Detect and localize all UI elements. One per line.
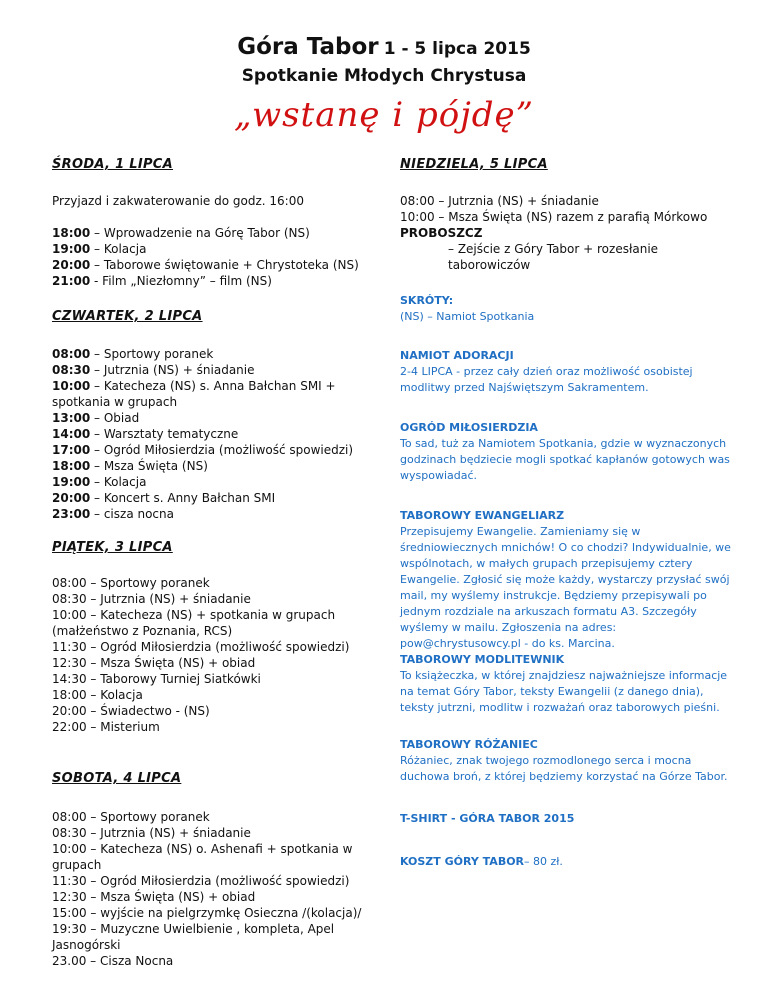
info-title: T-SHIRT - GÓRA TABOR 2015 [400, 812, 575, 825]
info-body: To sad, tuż za Namiotem Spotkania, gdzie w wyznaczonych godzinach będziecie mogli spotkać kapłanów gotowych was wyspowiadać. [400, 437, 730, 482]
schedule-item: 19:00 – Kolacja [52, 242, 147, 256]
schedule-item: 08:00 – Jutrznia (NS) + śniadanie [400, 194, 599, 208]
schedule-item: 14:30 – Taborowy Turniej Siatkówki [52, 672, 261, 686]
info-ewangeliarz [400, 508, 740, 652]
schedule-item: 20:00 – Koncert s. Anny Bałchan SMI [52, 491, 276, 505]
sroda-schedule [52, 225, 372, 289]
schedule-item: 11:30 – Ogród Miłosierdzia (możliwość spowiedzi) [52, 640, 350, 654]
info-modlitewnik [400, 652, 740, 716]
schedule-item: 12:30 – Msza Święta (NS) + obiad [52, 656, 256, 670]
info-title: OGRÓD MIŁOSIERDZIA [400, 421, 538, 434]
schedule-item: 11:30 – Ogród Miłosierdzia (możliwość spowiedzi) [52, 874, 350, 888]
info-koszt [400, 854, 740, 870]
schedule-item: 22:00 – Misterium [52, 720, 160, 734]
right-column [400, 0, 740, 994]
piatek-schedule [52, 575, 372, 735]
schedule-item: 08:30 – Jutrznia (NS) + śniadanie [52, 592, 251, 606]
info-title: NAMIOT ADORACJI [400, 349, 514, 362]
info-title: TABOROWY MODLITEWNIK [400, 653, 565, 666]
info-ogrod [400, 420, 740, 484]
schedule-item: 13:00 – Obiad [52, 411, 140, 425]
schedule-item: 08:30 – Jutrznia (NS) + śniadanie [52, 826, 251, 840]
motto: „wstanę i pójdę” [233, 95, 535, 135]
schedule-item: 18:00 – Wprowadzenie na Górę Tabor (NS) [52, 226, 310, 240]
info-title: SKRÓTY: [400, 294, 454, 307]
schedule-item: 23.00 – Cisza Nocna [52, 954, 174, 968]
czwartek-schedule [52, 346, 372, 522]
proboszcz-label: PROBOSZCZ [400, 226, 483, 240]
subtitle: Spotkanie Młodych Chrystusa [241, 66, 527, 86]
day-heading-niedziela: NIEDZIELA, 5 LIPCA [400, 157, 548, 172]
schedule-item: 08:00 – Sportowy poranek [52, 347, 214, 361]
schedule-item: 20:00 – Taborowe świętowanie + Chrystoteka (NS) [52, 258, 359, 272]
schedule-item: – Zejście z Góry Tabor + rozesłanie taborowiczów [448, 242, 659, 272]
info-body: Różaniec, znak twojego rozmodlonego serca i mocna duchowa broń, z której będziemy korzystać na Górze Tabor. [400, 754, 728, 783]
schedule-item: 10:00 – Katecheza (NS) o. Ashenafi + spotkania w grupach [52, 842, 353, 872]
schedule-item: 08:00 – Sportowy poranek [52, 576, 210, 590]
schedule-item: 14:00 – Warsztaty tematyczne [52, 427, 239, 441]
schedule-item: 18:00 – Kolacja [52, 688, 143, 702]
info-body: Przepisujemy Ewangelie. Zamieniamy się w średniowiecznych mnichów! O co chodzi? Indywidualnie, we wspólnotach, w małych grupach przepisujemy cztery Ewangelie. Zgłosić się może każdy, wystarczy przysłać swój mail, my wyślemy instrukcje. Będziemy przepisywali po jednym rozdziale na arkuszach formatu A3. Szczegóły wyślemy w mailu. Zgłoszenia na adres: pow@chrystusowcy.pl - do ks. Marcina. [400, 525, 731, 650]
info-title: TABOROWY EWANGELIARZ [400, 509, 565, 522]
info-body: (NS) – Namiot Spotkania [400, 310, 535, 323]
schedule-item: 19:00 – Kolacja [52, 475, 147, 489]
left-column [52, 0, 372, 994]
schedule-item: 10:00 – Katecheza (NS) + spotkania w grupach (małżeństwo z Poznania, RCS) [52, 608, 336, 638]
info-title: KOSZT GÓRY TABOR [400, 855, 525, 868]
day-heading-sobota: SOBOTA, 4 LIPCA [52, 771, 182, 786]
info-namiot [400, 348, 740, 396]
title-main: Góra Tabor [237, 34, 379, 60]
day-heading-sroda: ŚRODA, 1 LIPCA [52, 157, 174, 172]
schedule-item: 12:30 – Msza Święta (NS) + obiad [52, 890, 256, 904]
info-body: – 80 zł. [524, 855, 563, 868]
sroda-intro: Przyjazd i zakwaterowanie do godz. 16:00 [52, 194, 304, 208]
info-body: To książeczka, w której znajdziesz najważniejsze informacje na temat Góry Tabor, teksty Ewangelii (z danego dnia), teksty jutrzni, modlitw i rozważań oraz taborowych pieśni. [400, 669, 728, 714]
info-title: TABOROWY RÓŻANIEC [400, 738, 538, 751]
schedule-item: 08:00 – Sportowy poranek [52, 810, 210, 824]
info-rozaniec [400, 737, 740, 785]
schedule-item: 10:00 – Katecheza (NS) s. Anna Bałchan SMI + spotkania w grupach [52, 379, 336, 409]
title-dates: 1 - 5 lipca 2015 [383, 39, 531, 59]
schedule-item: 23:00 – cisza nocna [52, 507, 174, 521]
schedule-item: 08:30 – Jutrznia (NS) + śniadanie [52, 363, 255, 377]
day-heading-piatek: PIĄTEK, 3 LIPCA [52, 540, 173, 555]
day-heading-czwartek: CZWARTEK, 2 LIPCA [52, 309, 203, 324]
schedule-item: 15:00 – wyjście na pielgrzymkę Osieczna /(kolacja)/ [52, 906, 362, 920]
schedule-item: 19:30 – Muzyczne Uwielbienie , kompleta, Apel Jasnogórski [52, 922, 335, 952]
info-body: 2-4 LIPCA - przez cały dzień oraz możliwość osobistej modlitwy przed Najświętszym Sakramentem. [400, 365, 693, 394]
schedule-item: 18:00 – Msza Święta (NS) [52, 459, 208, 473]
schedule-item: 21:00 - Film „Niezłomny” – film (NS) [52, 274, 272, 288]
info-tshirt [400, 811, 740, 827]
niedziela-schedule [400, 193, 740, 273]
schedule-item: 20:00 – Świadectwo - (NS) [52, 704, 210, 718]
info-skroty [400, 293, 740, 325]
sobota-schedule [52, 809, 372, 969]
schedule-item: 10:00 – Msza Święta (NS) razem z parafią Mórkowo [400, 210, 708, 224]
schedule-item: 17:00 – Ogród Miłosierdzia (możliwość spowiedzi) [52, 443, 354, 457]
